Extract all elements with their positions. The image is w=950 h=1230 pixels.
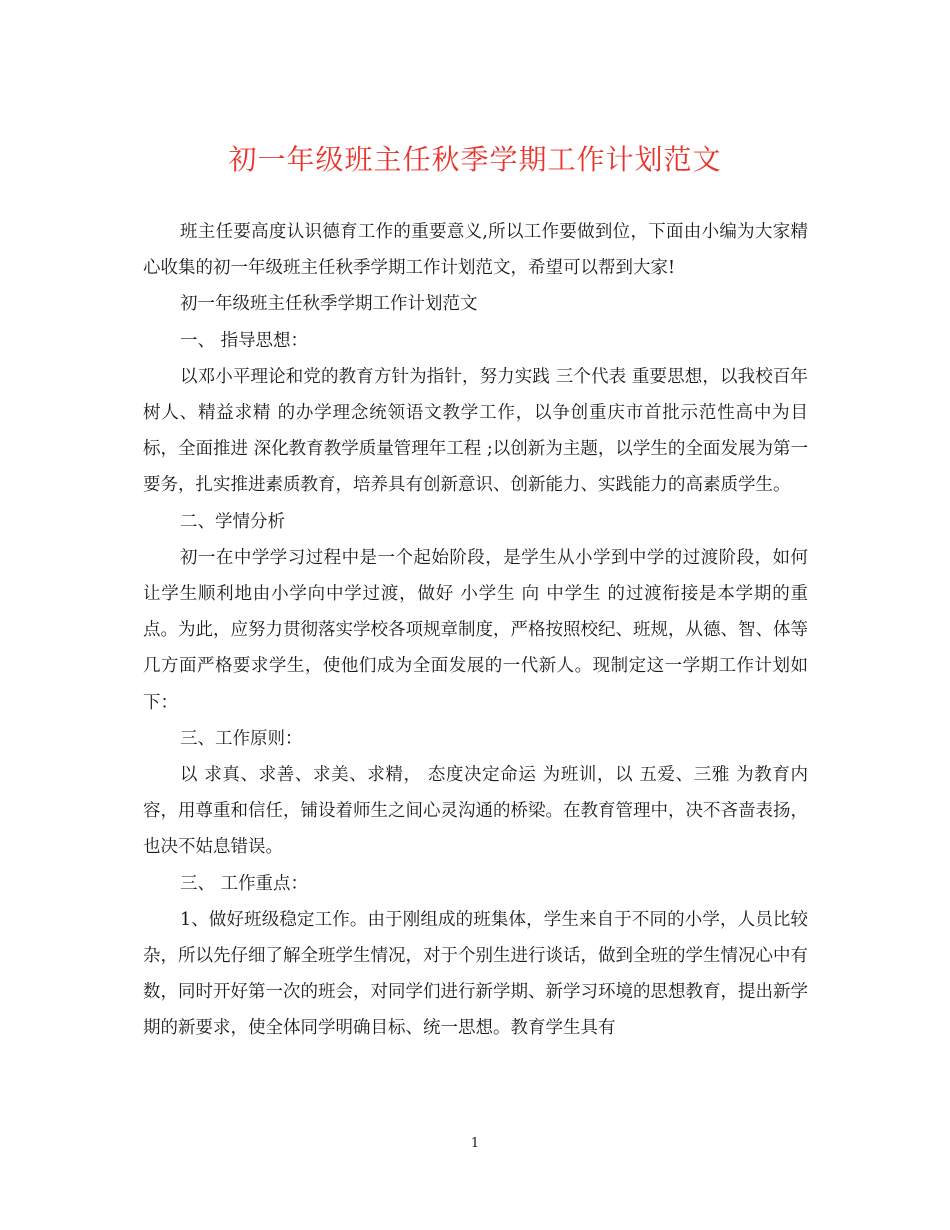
section-heading-student-analysis: 二、学情分析 [180, 511, 285, 532]
work-focus-paragraph: 1、做好班级稳定工作。由于刚组成的班集体，学生来自于不同的小学，人员比较杂，所以先仔细了解全班学生情况，对于个别生进行谈话，做到全班的学生情况心中有数，同时开好第一次的班会，对同学们进行新学期、新学习环境的思想教育，提出新学期的新要求，使全体同学明确目标、统一思想。教育学生具有 [143, 909, 808, 1039]
document-title: 初一年级班主任秋季学期工作计划范文 [228, 143, 722, 176]
section-heading-work-principles: 三、工作原则： [180, 728, 303, 749]
page-number: 1 [470, 1136, 480, 1151]
student-analysis-paragraph: 初一在中学学习过程中是一个起始阶段，是学生从小学到中学的过渡阶段，如何让学生顺利地由小学向中学过渡，做好 小学生 向 中学生 的过渡衔接是本学期的重点。为此，应努力贯彻落实学校各项规章制度，严格按照校纪、班规，从德、智、体等几方面严格要求学生，使他们成为全面发展的一代新人。现制定这一学期工作计划如下： [143, 547, 808, 713]
section-heading-work-focus: 三、 工作重点： [180, 873, 309, 894]
guiding-thought-paragraph: 以邓小平理论和党的教育方针为指针，努力实践 三个代表 重要思想，以我校百年树人、精益求精 的办学理念统领语文教学工作，以争创重庆市首批示范性高中为目标，全面推进 深化教育教学质量管理年工程 ;以创新为主题，以学生的全面发展为第一要务，扎实推进素质教育，培养具有创新意识、创新能力、实践能力的高素质学生。 [143, 366, 808, 496]
work-principles-paragraph: 以 求真、求善、求美、求精， 态度决定命运 为班训，以 五爱、三雅 为教育内容，用尊重和信任，铺设着师生之间心灵沟通的桥梁。在教育管理中，决不吝啬表扬，也决不姑息错误。 [143, 765, 808, 858]
intro-paragraph: 班主任要高度认识德育工作的重要意义,所以工作要做到位，下面由小编为大家精心收集的初一年级班主任秋季学期工作计划范文，希望可以帮到大家! [143, 222, 808, 279]
document-body [143, 214, 808, 1047]
subtitle-paragraph: 初一年级班主任秋季学期工作计划范文 [180, 294, 478, 315]
section-heading-guiding-thought: 一、 指导思想： [180, 330, 309, 351]
